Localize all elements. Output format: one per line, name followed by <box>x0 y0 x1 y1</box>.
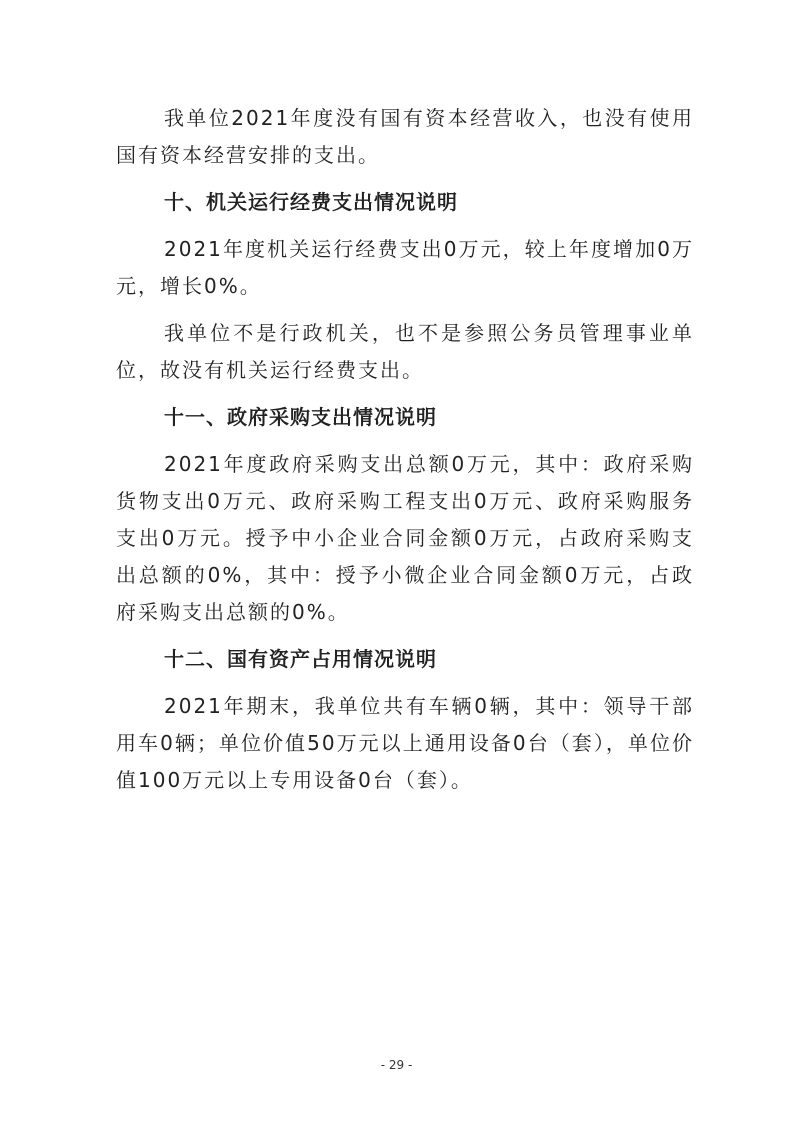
paragraph-state-capital: 我单位2021年度没有国有资本经营收入，也没有使用国有资本经营安排的支出。 <box>116 106 694 167</box>
paragraph-not-administrative: 我单位不是行政机关，也不是参照公务员管理事业单位，故没有机关运行经费支出。 <box>116 321 694 382</box>
page-number: - 29 - <box>380 1058 413 1072</box>
heading-section-11: 十一、政府采购支出情况说明 <box>164 405 437 429</box>
document-body <box>116 100 694 809</box>
heading-section-12: 十二、国有资产占用情况说明 <box>164 647 437 671</box>
heading-section-10: 十、机关运行经费支出情况说明 <box>164 190 458 214</box>
paragraph-operating-expense: 2021年度机关运行经费支出0万元，较上年度增加0万元，增长0%。 <box>116 237 694 298</box>
paragraph-procurement: 2021年度政府采购支出总额0万元，其中：政府采购货物支出0万元、政府采购工程支出0万元、政府采购服务支出0万元。授予中小企业合同金额0万元，占政府采购支出总额的0%，其中：授予小微企业合同金额0万元，占政府采购支出总额的0%。 <box>116 452 694 624</box>
paragraph-state-assets: 2021年期末，我单位共有车辆0辆，其中：领导干部用车0辆；单位价值50万元以上通用设备0台（套），单位价值100万元以上专用设备0台（套）。 <box>116 694 694 792</box>
